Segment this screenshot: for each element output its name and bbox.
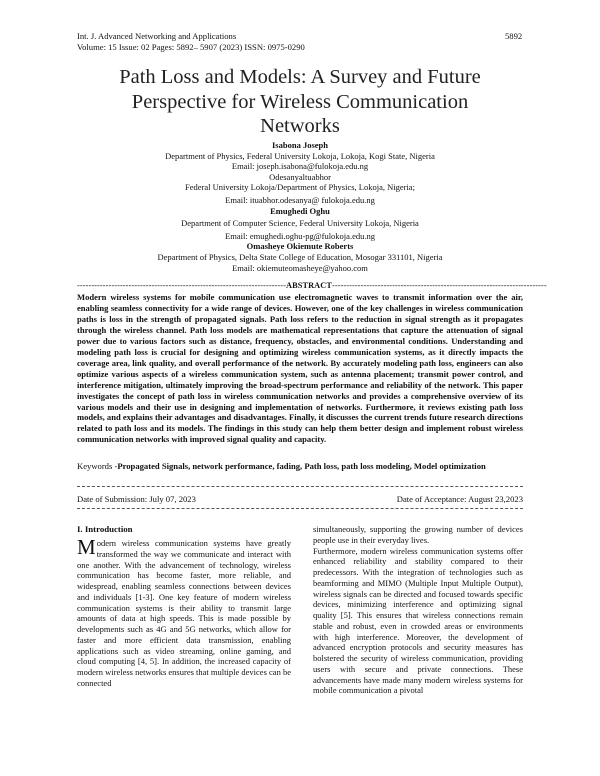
volume-info: Volume: 15 Issue: 02 Pages: 5892– 5907 (2023) ISSN: 0975-0290 xyxy=(77,42,305,52)
abstract-left-rule: ------------------------------------------------------------------------- xyxy=(77,281,286,290)
author-4-name: Omasheye Okiemute Roberts xyxy=(246,241,354,252)
divider xyxy=(77,486,523,487)
submission-date: Date of Submission: July 07, 2023 xyxy=(77,494,196,504)
author-2-name: Odesanyaltuabhor xyxy=(269,171,331,182)
dates-row xyxy=(77,494,523,504)
author-1-email[interactable]: Email: joseph.isabona@fulokoja.edu.ng xyxy=(231,161,369,172)
paper-title xyxy=(60,65,540,139)
author-4-email[interactable]: Email: okiemuteomasheye@yahoo.com xyxy=(232,262,368,273)
title-line-1: Path Loss and Models: A Survey and Future xyxy=(119,66,481,88)
title-line-2: Perspective for Wireless Communication xyxy=(131,90,469,113)
author-3-email[interactable]: Email: emughedi.oghu-pg@fulokoja.edu.ng xyxy=(225,230,375,241)
journal-name: Int. J. Advanced Networking and Applications xyxy=(77,31,237,41)
author-1-name: Isabona Joseph xyxy=(272,140,328,150)
author-1-affiliation: Department of Physics, Federal University Lokoja, Lokoja, Kogi State, Nigeria xyxy=(165,150,435,161)
author-2-affiliation: Federal University Lokoja/Department of Physics, Lokoja, Nigeria; xyxy=(185,182,415,193)
keywords xyxy=(77,461,523,472)
intro-right-para-1: simultaneously, supporting the growing number of devices people use in their everyday lives. xyxy=(313,524,523,545)
intro-left-text: odern wireless communication systems have greatly transformed the way we communicate and interact with one another. With the advancement of technology, wireless communication has become faster, more reliable, and widespread, enabling seamless connections between devices and individuals [1-3]. One key feature of modern wireless communication systems is their ability to transmit large amounts of data at high speeds. This is made possible by developments such as 4G and 5G networks, which allow for faster and more efficient data transmission, enabling applications such as video streaming, online gaming, and cloud computing [4, 5]. In addition, the increased capacity of modern wireless networks ensures that multiple devices can be connected xyxy=(77,538,291,688)
keywords-label: Keywords - xyxy=(77,461,118,471)
author-3-affiliation: Department of Computer Science, Federal University Lokoja, Nigeria xyxy=(181,218,419,229)
intro-right-para-2: Furthermore, modern wireless communication systems offer enhanced reliability and stability compared to their predecessors. With the integration of technologies such as beamforming and MIMO (Multiple Input Multiple Output), wireless signals can be directed and focused towards specific devices, minimizing interference and optimizing signal quality [5]. This ensures that wireless connections remain stable and robust, even in crowded areas or environments with high interference. Moreover, the development of advanced encryption protocols and security measures has bolstered the security of wireless communication, providing users with secure and private connections. These advancements have made many modern wireless systems for mobile communication a pivotal xyxy=(313,545,523,696)
keywords-text: Propagated Signals, network performance, fading, Path loss, path loss modeling, Model optimization xyxy=(117,461,486,471)
page-number: 5892 xyxy=(505,31,523,41)
author-block xyxy=(60,140,540,273)
abstract-text: Modern wireless systems for mobile communication use electromagnetic waves to transmit information over the air, enabling seamless connectivity for a wide range of devices. However, one of the key challenges in wireless communication paths is loss in the strength of propagated signals. Path loss refers to the reduction in signal strength as it propagates through the wireless channel. Path loss models are mathematical representations that capture the attenuation of signal power due to various factors such as distance, frequency, obstacles, and environmental conditions. Understanding and modeling path loss is crucial for designing and optimizing wireless communication systems, as it directly impacts the coverage area, link quality, and overall performance of the network. By accurately modeling path loss, engineers can also optimize various aspects of a wireless communication system, such as antenna placement; transmit power control, and interference mitigation, ultimately improving the broad-spectrum performance and reliability of the network. This paper investigates the concept of path loss in wireless communication networks and provides a comprehensive overview of its various models and their use in designing and implementation of networks. Furthermore, it reviews existing path loss models, and explains their advantages and disadvantages. Finally, it discusses the current trends future research directions related to path loss and its models. The findings in this study can help them better design and implement robust wireless communication networks with improved signal quality and capacity. xyxy=(77,292,523,445)
title-line-3: Networks xyxy=(260,115,340,137)
author-3-name: Emughedi Oghu xyxy=(270,205,330,216)
author-2-email[interactable]: Email: ituabhor.odesanya@ fulokoja.edu.ng xyxy=(225,194,375,205)
running-header xyxy=(77,31,305,53)
intro-right-column xyxy=(313,524,523,696)
drop-cap: M xyxy=(77,535,96,559)
abstract-heading-line xyxy=(77,281,547,290)
abstract-right-rule: --------------------------------------------------------------------------- xyxy=(331,281,547,290)
author-4-affiliation: Department of Physics, Delta State College of Education, Mosogar 331101, Nigeria xyxy=(157,251,443,262)
intro-left-column xyxy=(77,535,291,689)
abstract-heading: ABSTRACT xyxy=(286,281,332,290)
section-heading-introduction: I. Introduction xyxy=(77,524,133,534)
divider xyxy=(77,508,523,509)
acceptance-date: Date of Acceptance: August 23,2023 xyxy=(396,494,523,504)
